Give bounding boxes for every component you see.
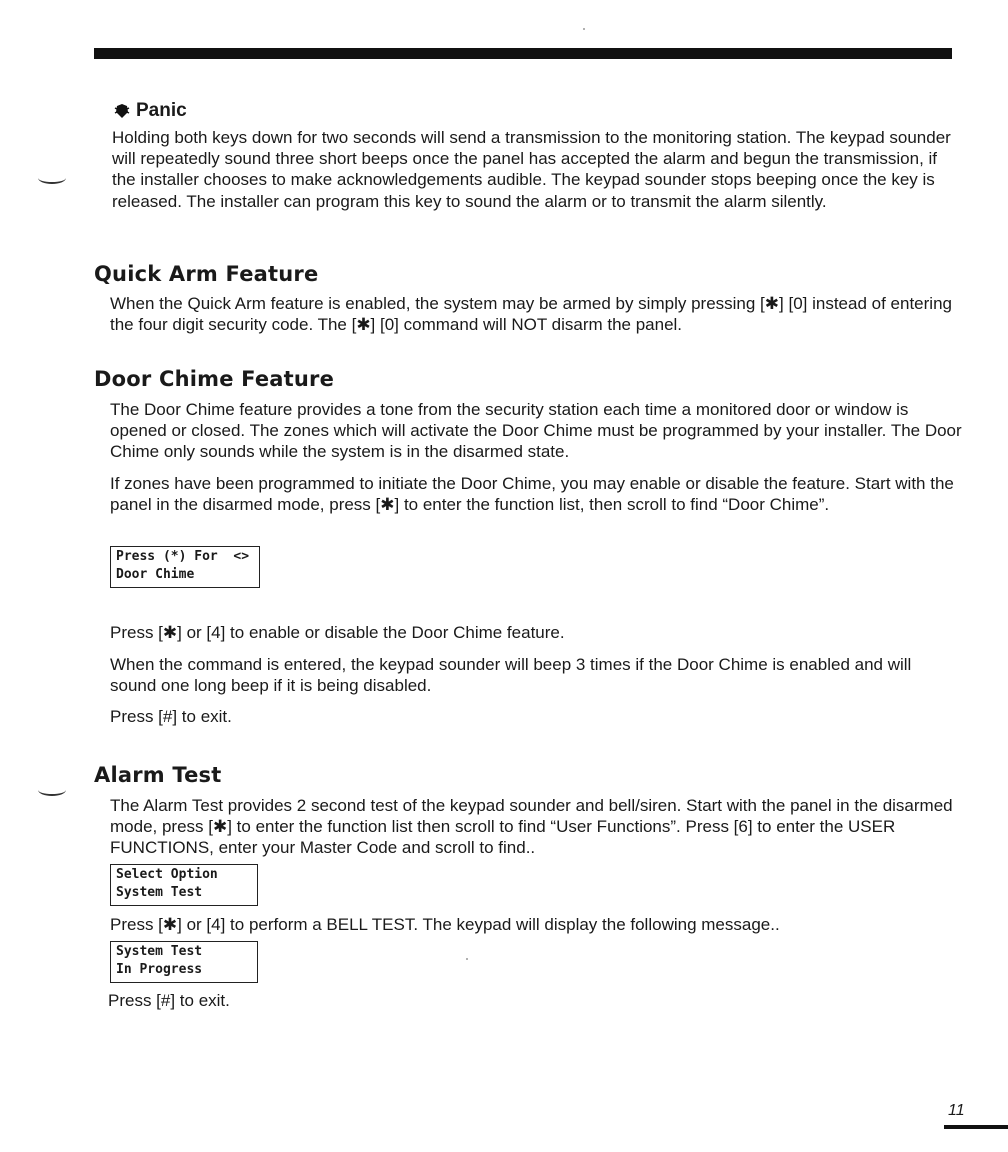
lcd-line: In Progress [116, 962, 203, 977]
lcd-select-option [110, 864, 258, 906]
alarm-test-title: Alarm Test [94, 763, 222, 787]
scan-speck [583, 28, 585, 30]
door-chime-title: Door Chime Feature [94, 367, 335, 391]
margin-tick-mark [38, 172, 66, 184]
door-chime-p5: Press [#] to exit. [110, 707, 232, 726]
door-chime-p4: When the command is entered, the keypad sounder will beep 3 times if the Door Chime is enabled and will sound one long beep if it is being disabled. [110, 655, 912, 696]
quick-arm-body: When the Quick Arm feature is enabled, the system may be armed by simply pressing [✱] [0] instead of entering the four digit security code. The [✱] [0] command will NOT disarm the panel. [110, 294, 952, 335]
lcd-door-chime [110, 546, 260, 588]
lcd-system-test [110, 941, 258, 983]
lcd-line: System Test [116, 885, 203, 900]
panic-heading [114, 100, 187, 122]
lcd-line: Press (*) For <> [116, 549, 250, 564]
door-chime-p3: Press [✱] or [4] to enable or disable the Door Chime feature. [110, 623, 565, 642]
alarm-test-p3: Press [#] to exit. [108, 991, 230, 1010]
bottom-rule [944, 1125, 1008, 1129]
alarm-test-p2: Press [✱] or [4] to perform a BELL TEST. The keypad will display the following message.. [110, 915, 780, 934]
lcd-line: System Test [116, 944, 203, 959]
panic-body: Holding both keys down for two seconds will send a transmission to the monitoring station. The keypad sounder will repeatedly sound three short beeps once the panel has accepted the alarm and begun the transmission, if the installer chooses to make acknowledgements audible. The keypad sounder stops beeping once the key is released. The installer can program this key to sound the alarm or to transmit the alarm silently. [112, 128, 951, 211]
alarm-test-p1: The Alarm Test provides 2 second test of the keypad sounder and bell/siren. Start with the panel in the disarmed mode, press [✱] to enter the function list then scroll to find “User Functions”. Press [6] to enter the USER FUNCTIONS, enter your Master Code and scroll to find.. [110, 796, 953, 858]
panic-title: Panic [136, 100, 187, 121]
top-rule [94, 48, 952, 59]
margin-tick-mark [38, 784, 66, 796]
quick-arm-title: Quick Arm Feature [94, 262, 319, 286]
panic-emergency-icon [114, 103, 130, 119]
page-number: 11 [948, 1102, 965, 1119]
door-chime-p1: The Door Chime feature provides a tone from the security station each time a monitored door or window is opened or closed. The zones which will activate the Door Chime must be programmed by your installer. The Door Chime only sounds while the system is in the disarmed state. [110, 400, 962, 462]
scan-speck [466, 958, 468, 960]
lcd-line: Select Option [116, 867, 218, 882]
lcd-line: Door Chime [116, 567, 195, 582]
door-chime-p2: If zones have been programmed to initiate the Door Chime, you may enable or disable the feature. Start with the panel in the disarmed mode, press [✱] to enter the function list, then scroll to find “Door Chime”. [110, 474, 954, 515]
